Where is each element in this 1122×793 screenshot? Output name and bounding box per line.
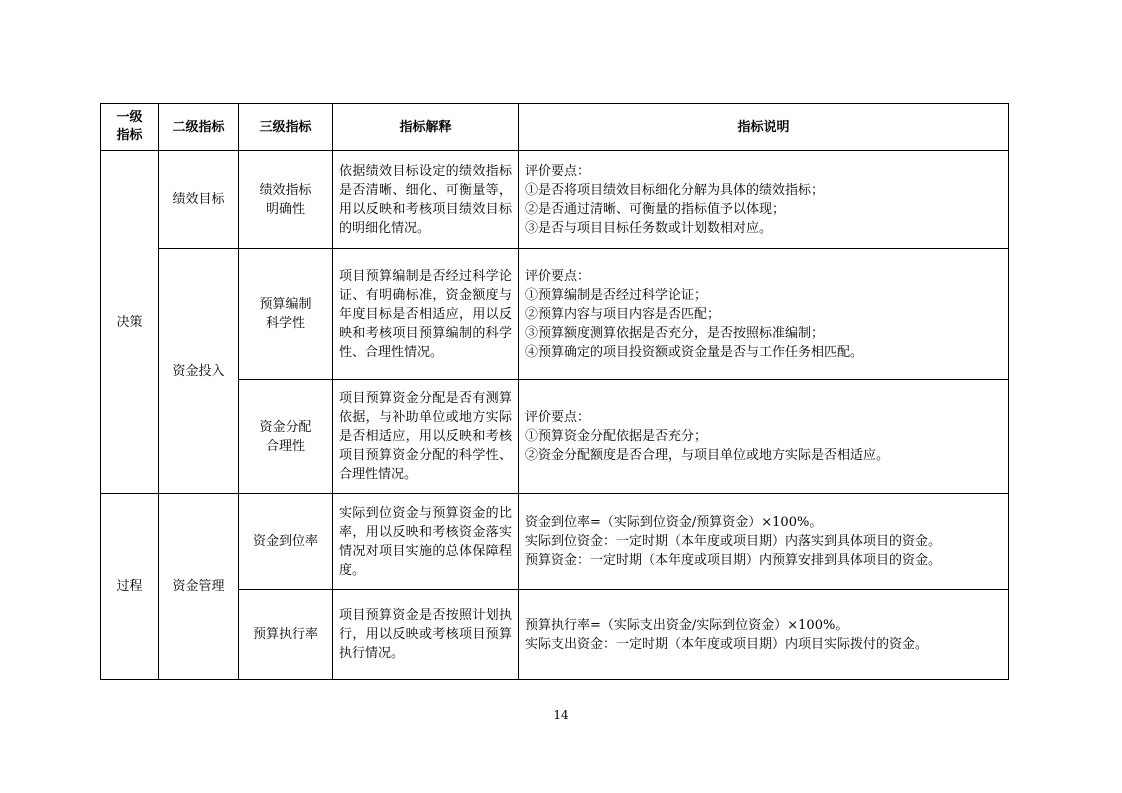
description-line: 实际到位资金：一定时期（本年度或项目期）内落实到具体项目的资金。 [525, 534, 942, 549]
description-line: 预算资金：一定时期（本年度或项目期）内预算安排到具体项目的资金。 [525, 553, 942, 568]
level3-cell: 资金到位率 [239, 494, 333, 590]
page-number: 14 [553, 708, 569, 722]
header-level1: 一级指标 [101, 104, 159, 151]
description-line: ①预算编制是否经过科学论证； [525, 287, 708, 303]
description-cell [519, 151, 1009, 249]
header-level3: 三级指标 [239, 104, 333, 151]
description-line: ②是否通过清晰、可衡量的指标值予以体现； [525, 201, 786, 217]
level1-cell: 过程 [101, 494, 159, 680]
description-line: 实际支出资金：一定时期（本年度或项目期）内项目实际拨付的资金。 [525, 636, 929, 652]
description-line: ①是否将项目绩效目标细化分解为具体的绩效指标； [525, 182, 825, 198]
description-line: 资金到位率=（实际到位资金/预算资金）×100%。 [525, 515, 823, 530]
description-line: ②预算内容与项目内容是否匹配； [525, 306, 721, 322]
level3-cell: 预算编制科学性 [239, 249, 333, 380]
explanation-cell: 项目预算资金是否按照计划执行，用以反映或考核项目预算执行情况。 [333, 590, 519, 680]
description-line: 评价要点： [525, 163, 591, 179]
evaluation-indicator-table [100, 103, 1009, 680]
level2-cell: 资金投入 [159, 249, 239, 494]
level3-cell: 资金分配合理性 [239, 380, 333, 494]
level3-cell: 绩效指标明确性 [239, 151, 333, 249]
description-line: 评价要点： [525, 410, 591, 425]
description-line: ①预算资金分配依据是否充分； [525, 429, 708, 444]
description-line: ③是否与项目目标任务数或计划数相对应。 [525, 220, 773, 236]
description-line: 评价要点： [525, 268, 591, 284]
explanation-cell: 项目预算资金分配是否有测算依据，与补助单位或地方实际是否相适应，用以反映和考核项目预算资金分配的科学性、合理性情况。 [333, 380, 519, 494]
table-row [101, 249, 1009, 380]
level2-cell: 资金管理 [159, 494, 239, 680]
table-row [101, 494, 1009, 590]
header-explanation: 指标解释 [333, 104, 519, 151]
description-line: ②资金分配额度是否合理，与项目单位或地方实际是否相适应。 [525, 448, 890, 463]
description-cell [519, 590, 1009, 680]
table-header-row [101, 104, 1009, 151]
description-line: ④预算确定的项目投资额或资金量是否与工作任务相匹配。 [525, 344, 864, 360]
description-line: ③预算额度测算依据是否充分，是否按照标准编制； [525, 325, 825, 341]
explanation-cell: 依据绩效目标设定的绩效指标是否清晰、细化、可衡量等，用以反映和考核项目绩效目标的明细化情况。 [333, 151, 519, 249]
explanation-cell: 实际到位资金与预算资金的比率，用以反映和考核资金落实情况对项目实施的总体保障程度。 [333, 494, 519, 590]
description-cell [519, 380, 1009, 494]
level1-cell: 决策 [101, 151, 159, 494]
description-cell [519, 494, 1009, 590]
header-level2: 二级指标 [159, 104, 239, 151]
header-description: 指标说明 [519, 104, 1009, 151]
description-cell [519, 249, 1009, 380]
level2-cell: 绩效目标 [159, 151, 239, 249]
description-line: 预算执行率=（实际支出资金/实际到位资金）×100%。 [525, 617, 849, 633]
level3-cell: 预算执行率 [239, 590, 333, 680]
explanation-cell: 项目预算编制是否经过科学论证、有明确标准，资金额度与年度目标是否相适应，用以反映和考核项目预算编制的科学性、合理性情况。 [333, 249, 519, 380]
table-row [101, 151, 1009, 249]
